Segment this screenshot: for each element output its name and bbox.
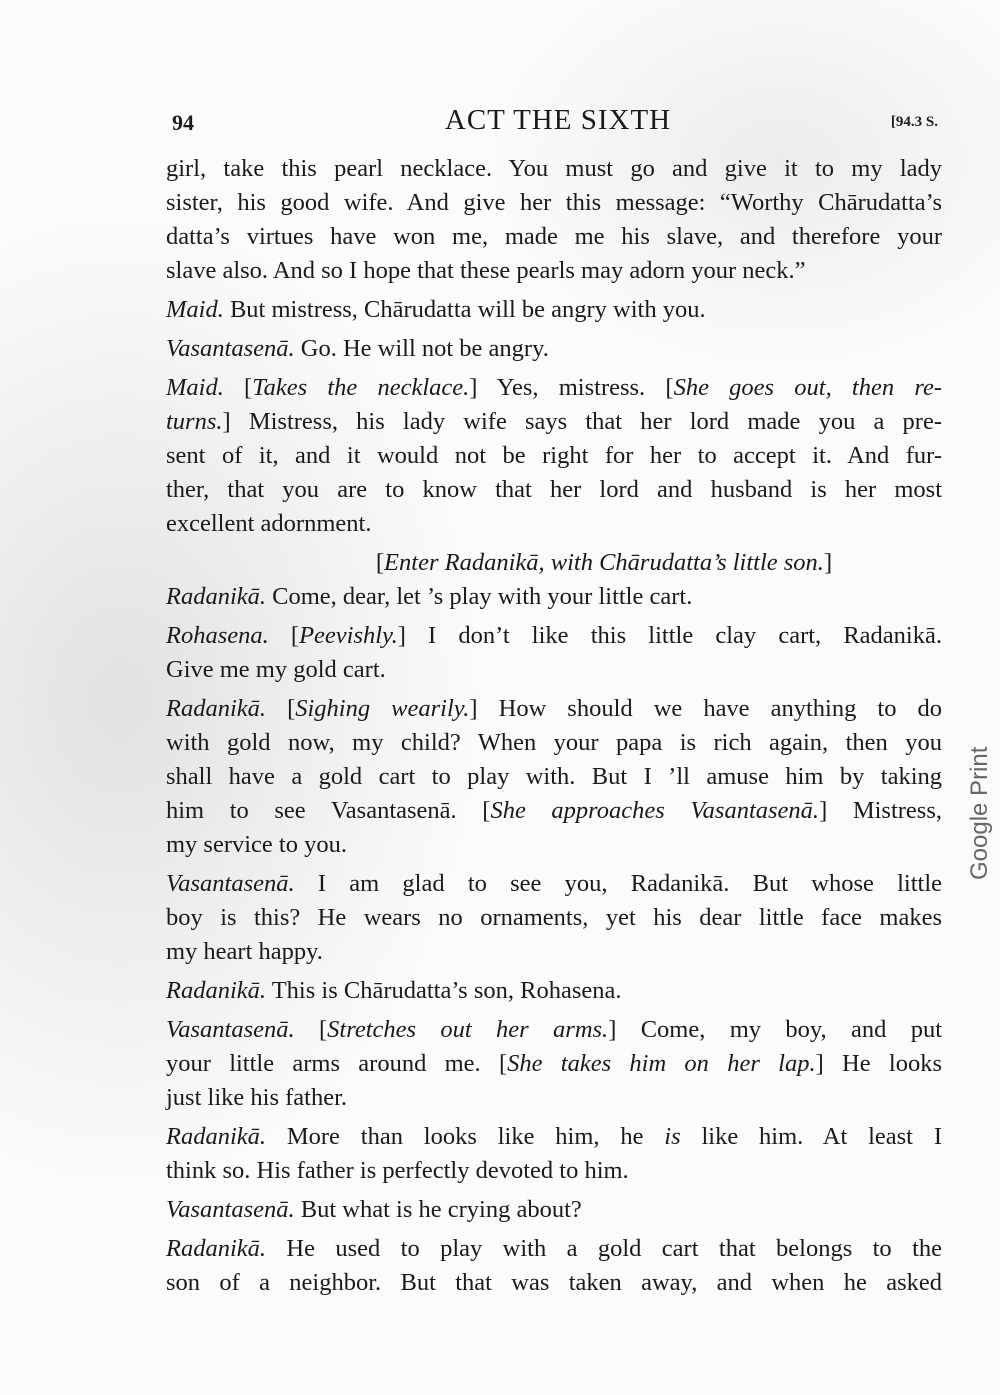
text-line: girl, take this pearl necklace. You must go and give it to my lady: [166, 155, 942, 182]
speaker-name: Radanikā.: [166, 1123, 267, 1150]
dialogue-line: Vasantasenā. Go. He will not be angry.: [166, 335, 549, 362]
text-line: boy is this? He wears no ornaments, yet his dear little face makes: [166, 904, 942, 931]
text-line: just like his father.: [166, 1084, 347, 1111]
dialogue-line: Radanikā. Come, dear, let ’s play with your little cart.: [166, 583, 693, 610]
speaker-name: Radanikā.: [166, 1235, 267, 1262]
section-reference: [94.3 S.: [890, 114, 938, 130]
text-line: my service to you.: [166, 831, 347, 858]
stage-direction: She goes out, then re-: [673, 374, 942, 401]
text-line: shall have a gold cart to play with. But I ’ll amuse him by taking: [166, 763, 942, 790]
text-line: datta’s virtues have won me, made me his slave, and therefore your: [166, 223, 942, 250]
stage-direction: Stretches out her arms.: [327, 1016, 609, 1043]
speaker-name: Vasantasenā.: [166, 1196, 295, 1223]
page-header: [168, 104, 948, 144]
text-line: with gold now, my child? When your papa is rich again, then you: [166, 729, 942, 756]
dialogue-line: Vasantasenā. But what is he crying about?: [166, 1196, 582, 1223]
text-line: sent of it, and it would not be right for her to accept it. And fur-: [166, 442, 942, 469]
dialogue-line: Radanikā. This is Chārudatta’s son, Rohasena.: [166, 977, 622, 1004]
speaker-name: Maid.: [166, 296, 224, 323]
text-line: my heart happy.: [166, 938, 323, 965]
body-text: [166, 152, 942, 1300]
speaker-name: Radanikā.: [166, 977, 267, 1004]
speaker-name: Vasantasenā.: [166, 1016, 295, 1043]
dialogue-line: Radanikā. More than looks like him, he is like him. At least I: [166, 1123, 942, 1150]
speaker-name: Vasantasenā.: [166, 870, 295, 897]
stage-direction: Peevishly.: [299, 622, 398, 649]
text-line: son of a neighbor. But that was taken away, and when he asked: [166, 1269, 942, 1296]
text-line: your little arms around me. [She takes him on her lap.] He looks: [166, 1050, 942, 1077]
text-line: him to see Vasantasenā. [She approaches Vasantasenā.] Mistress,: [166, 797, 942, 824]
stage-direction: Takes the necklace.: [252, 374, 470, 401]
speaker-name: Maid.: [166, 374, 224, 401]
stage-direction: She takes him on her lap.: [507, 1050, 816, 1077]
text-line: Give me my gold cart.: [166, 656, 386, 683]
stage-direction: Sighing wearily.: [295, 695, 470, 722]
dialogue-line: Maid. But mistress, Chārudatta will be angry with you.: [166, 296, 706, 323]
stage-direction: She approaches Vasantasenā.: [490, 797, 820, 824]
speaker-name: Radanikā.: [166, 695, 267, 722]
dialogue-line: Rohasena. [Peevishly.] I don’t like this little clay cart, Radanikā.: [166, 622, 942, 649]
dialogue-line: Radanikā. [Sighing wearily.] How should we have anything to do: [166, 695, 942, 722]
stage-direction-line: [Enter Radanikā, with Chārudatta’s little son.]: [375, 549, 833, 576]
dialogue-line: Maid. [Takes the necklace.] Yes, mistress. [She goes out, then re-: [166, 374, 942, 401]
dialogue-line: Vasantasenā. [Stretches out her arms.] Come, my boy, and put: [166, 1016, 943, 1043]
stage-direction: turns.: [166, 408, 223, 435]
running-title: ACT THE SIXTH: [444, 104, 672, 136]
text-line: turns.] Mistress, his lady wife says that her lord made you a pre-: [166, 408, 942, 435]
stage-direction: Enter Radanikā, with Chārudatta’s little son.: [384, 549, 824, 576]
text-line: sister, his good wife. And give her this message: “Worthy Chārudatta’s: [166, 189, 942, 216]
dialogue-line: Radanikā. He used to play with a gold cart that belongs to the: [166, 1235, 942, 1262]
speaker-name: Radanikā.: [166, 583, 267, 610]
google-print-watermark: Google Print: [966, 746, 993, 880]
dialogue-line: Vasantasenā. I am glad to see you, Radanikā. But whose little: [166, 870, 942, 897]
text-line: excellent adornment.: [166, 510, 372, 537]
emphasis: is: [664, 1123, 681, 1150]
page-number: 94: [172, 110, 194, 135]
text-line: slave also. And so I hope that these pearls may adorn your neck.”: [166, 257, 806, 284]
text-line: ther, that you are to know that her lord and husband is her most: [166, 476, 942, 503]
speaker-name: Vasantasenā.: [166, 335, 295, 362]
text-line: think so. His father is perfectly devoted to him.: [166, 1157, 629, 1184]
speaker-name: Rohasena.: [166, 622, 269, 649]
